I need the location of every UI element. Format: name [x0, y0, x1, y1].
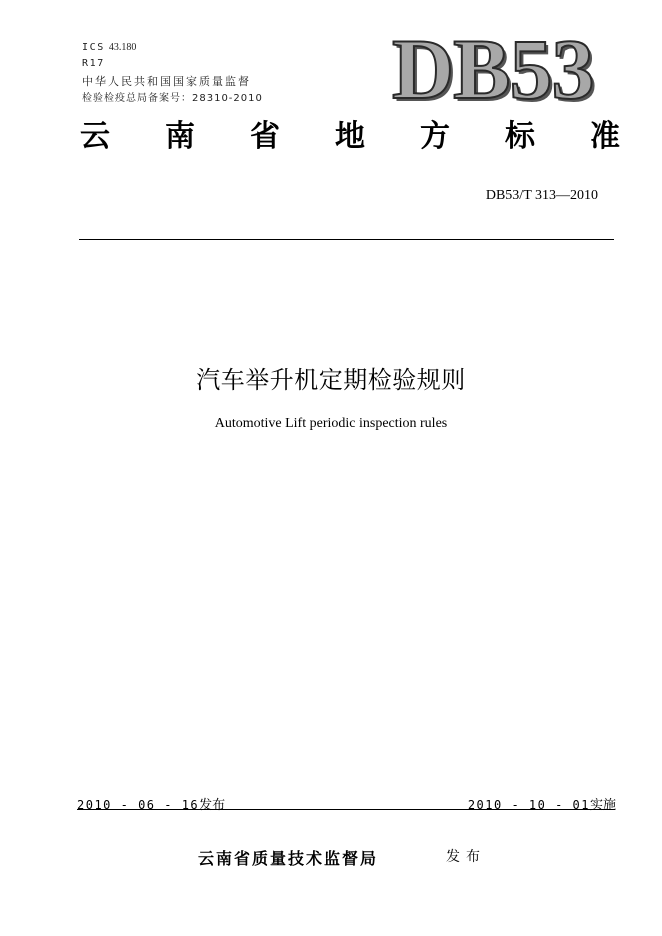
heading-char: 标	[505, 119, 535, 154]
filing-number: 检验检疫总局备案号：28310-2010	[82, 93, 263, 104]
heading-char: 省	[250, 119, 280, 154]
publish-date: 2010 - 06 - 16	[77, 798, 200, 812]
issuing-authority: 中华人民共和国国家质量监督	[82, 75, 251, 88]
heading-char: 方	[420, 119, 450, 154]
heading-char: 地	[335, 119, 365, 154]
issuer-action: 发布	[446, 849, 486, 865]
ics-line	[82, 42, 136, 53]
publish-label: 发布	[199, 798, 226, 813]
implement-label: 实施	[589, 798, 616, 813]
heading-char: 准	[590, 119, 620, 154]
implement-date-line	[468, 794, 616, 813]
bottom-divider	[77, 809, 615, 810]
document-title-english: Automotive Lift periodic inspection rules	[214, 416, 448, 431]
issuer-name: 云南省质量技术监督局	[198, 849, 379, 868]
db53-logo: DB53	[392, 21, 594, 117]
heading-char: 云	[80, 119, 110, 154]
standard-number: DB53/T 313—2010	[485, 188, 598, 203]
ics-label: ICS	[82, 42, 105, 53]
top-divider	[79, 239, 614, 240]
ccs-code: R17	[82, 58, 105, 69]
standard-category-heading	[80, 117, 620, 157]
ics-code: 43.180	[108, 42, 137, 53]
implement-date: 2010 - 10 - 01	[467, 798, 590, 812]
heading-char: 南	[165, 119, 195, 154]
document-title: 汽车举升机定期检验规则	[196, 366, 466, 394]
publish-date-line	[77, 794, 225, 813]
